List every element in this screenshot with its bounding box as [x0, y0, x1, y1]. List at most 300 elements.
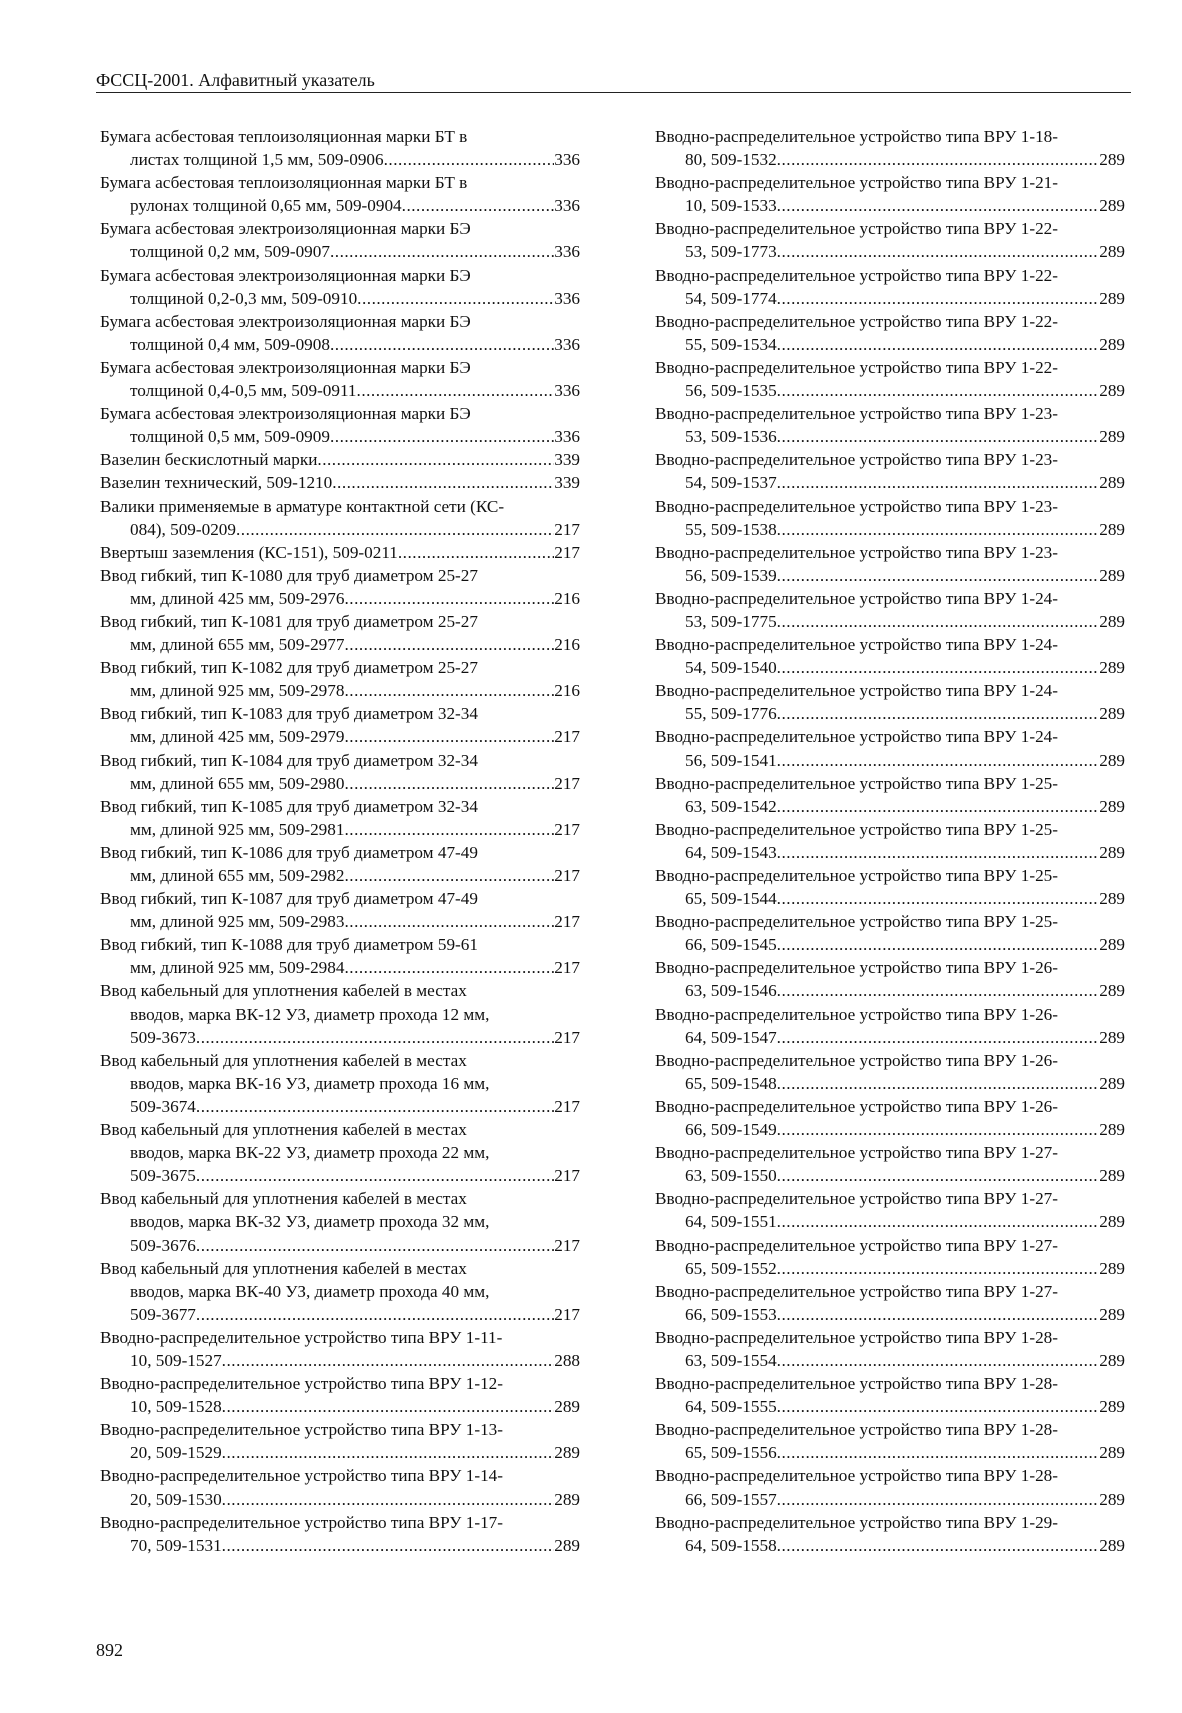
index-entry-text: 10, 509-1527	[130, 1350, 222, 1370]
index-entry-page: 339	[554, 473, 580, 493]
dot-leader	[222, 1349, 555, 1372]
index-entry	[100, 887, 580, 933]
index-entry-page: 289	[1099, 1304, 1125, 1324]
index-entry-text: Вводно-распределительное устройство типа ВРУ 1-26-	[655, 1004, 1058, 1024]
index-entry-page: 216	[554, 681, 580, 701]
index-entry-text: Вводно-распределительное устройство типа ВРУ 1-14-	[100, 1466, 503, 1486]
index-entry-text: Бумага асбестовая теплоизоляционная марки БТ в	[100, 127, 468, 146]
index-entry-text: Вводно-распределительное устройство типа ВРУ 1-18-	[655, 127, 1058, 146]
index-entry-page: 289	[1099, 1443, 1125, 1463]
dot-leader	[777, 749, 1100, 772]
index-entry-text: Ввод кабельный для уплотнения кабелей в местах	[100, 1120, 467, 1140]
index-entry-text: мм, длиной 425 мм, 509-2976	[130, 588, 345, 608]
index-entry-page: 217	[554, 912, 580, 932]
index-entry-text: 63, 509-1546	[685, 981, 777, 1001]
index-entry-last-line	[100, 633, 580, 656]
index-entry	[655, 1234, 1125, 1280]
index-entry-last-line	[655, 379, 1125, 402]
index-entry-page: 217	[554, 542, 580, 562]
index-entry-last-line	[100, 864, 580, 887]
index-entry-page: 289	[554, 1397, 580, 1417]
index-entry-text: Вводно-распределительное устройство типа ВРУ 1-28-	[655, 1420, 1058, 1440]
index-entry-page: 217	[554, 866, 580, 885]
index-entry-text: Ввод гибкий, тип К-1083 для труб диаметром 32-34	[100, 704, 478, 724]
index-entry	[100, 1118, 580, 1187]
dot-leader	[317, 448, 554, 471]
index-entry-text: 56, 509-1539	[685, 565, 777, 585]
index-entry-text: 66, 509-1557	[685, 1489, 777, 1509]
index-entry-text: Валики применяемые в арматуре контактной сети (КС-	[100, 496, 505, 516]
index-entry-text: 80, 509-1532	[685, 150, 777, 170]
index-entry-page: 289	[1099, 288, 1125, 308]
dot-leader	[344, 679, 554, 702]
index-entry-last-line	[655, 1534, 1125, 1557]
index-entry-text: 65, 509-1548	[685, 1073, 777, 1093]
index-entry-last-line	[655, 471, 1125, 494]
index-entry-last-line	[655, 518, 1125, 541]
index-entry	[100, 610, 580, 656]
index-entry-text: Вазелин бескислотный марки	[100, 450, 318, 470]
index-entry	[655, 495, 1125, 541]
index-entry-last-line	[655, 1026, 1125, 1049]
index-entry	[100, 495, 580, 541]
index-entry-text: 66, 509-1545	[685, 935, 777, 955]
index-entry-text: 509-3675	[130, 1166, 196, 1186]
index-entry-last-line	[655, 194, 1125, 217]
index-entry-page: 336	[554, 242, 580, 262]
index-entry	[100, 541, 580, 564]
index-entry-text: Вводно-распределительное устройство типа ВРУ 1-22-	[655, 311, 1058, 331]
index-entry-page: 289	[1099, 704, 1125, 724]
index-entry	[100, 264, 580, 310]
dot-leader	[196, 1026, 554, 1049]
index-entry-text: вводов, марка ВК-32 УЗ, диаметр прохода 32 мм,	[130, 1212, 490, 1232]
index-entry-text: Ввод гибкий, тип К-1084 для труб диаметром 32-34	[100, 750, 478, 770]
dot-leader	[777, 1395, 1100, 1418]
index-entry-last-line	[100, 587, 580, 610]
index-entry-last-line	[100, 1026, 580, 1049]
index-entry-last-line	[655, 1349, 1125, 1372]
index-entry-last-line	[655, 148, 1125, 171]
dot-leader	[344, 772, 554, 795]
index-entry-last-line	[100, 1234, 580, 1257]
index-entry-last-line	[655, 1118, 1125, 1141]
index-entry-page: 217	[554, 1304, 580, 1324]
index-entry-last-line	[655, 610, 1125, 633]
index-entry-text: листах толщиной 1,5 мм, 509-0906	[130, 150, 384, 170]
index-entry	[100, 656, 580, 702]
index-entry-text: Вводно-распределительное устройство типа ВРУ 1-12-	[100, 1374, 503, 1394]
index-entry-text: 66, 509-1549	[685, 1120, 777, 1140]
dot-leader	[330, 425, 554, 448]
dot-leader	[777, 1303, 1100, 1326]
index-entry	[100, 1372, 580, 1418]
index-entry-last-line	[100, 194, 580, 217]
index-entry-last-line	[655, 425, 1125, 448]
index-entry-text: 55, 509-1534	[685, 334, 777, 354]
index-entry	[655, 725, 1125, 771]
index-entry-text: 55, 509-1776	[685, 704, 777, 724]
index-entry-text: Ввод кабельный для уплотнения кабелей в местах	[100, 981, 467, 1001]
index-entry-text: мм, длиной 925 мм, 509-2981	[130, 819, 345, 839]
dot-leader	[777, 1164, 1100, 1187]
index-entry-text: Ввод гибкий, тип К-1085 для труб диаметром 32-34	[100, 796, 478, 816]
dot-leader	[777, 1257, 1100, 1280]
index-entry-text: вводов, марка ВК-22 УЗ, диаметр прохода 22 мм,	[130, 1143, 490, 1163]
index-entry-last-line	[100, 1488, 580, 1511]
index-entry-text: 65, 509-1556	[685, 1443, 777, 1463]
index-entry-last-line	[100, 1303, 580, 1326]
index-entry-text: Ввод кабельный для уплотнения кабелей в местах	[100, 1258, 467, 1278]
index-entry	[655, 1095, 1125, 1141]
index-entry-text: 20, 509-1529	[130, 1443, 222, 1463]
dot-leader	[777, 656, 1100, 679]
index-entry	[100, 125, 580, 171]
index-entry-last-line	[655, 795, 1125, 818]
dot-leader	[777, 1441, 1100, 1464]
index-entry-text: Бумага асбестовая теплоизоляционная марки БТ в	[100, 173, 468, 193]
index-entry-text: вводов, марка ВК-12 УЗ, диаметр прохода 12 мм,	[130, 1004, 490, 1024]
index-entry-text: Бумага асбестовая электроизоляционная марки БЭ	[100, 311, 471, 331]
index-entry-text: 65, 509-1544	[685, 889, 777, 909]
index-entry-text: Вводно-распределительное устройство типа ВРУ 1-21-	[655, 173, 1058, 193]
index-entry-last-line	[100, 910, 580, 933]
index-entry-text: толщиной 0,2-0,3 мм, 509-0910	[130, 288, 358, 308]
index-entry	[100, 795, 580, 841]
index-entry-text: мм, длиной 925 мм, 509-2978	[130, 681, 345, 701]
index-entry-page: 289	[554, 1535, 580, 1555]
index-entry-last-line	[655, 1257, 1125, 1280]
index-entry-page: 289	[1099, 842, 1125, 862]
dot-leader	[196, 1303, 554, 1326]
index-entry-page: 289	[1099, 1212, 1125, 1232]
index-entry-text: Вводно-распределительное устройство типа ВРУ 1-23-	[655, 450, 1058, 470]
index-entry-text: толщиной 0,2 мм, 509-0907	[130, 242, 330, 262]
index-entry-last-line	[655, 564, 1125, 587]
index-entry-page: 336	[554, 334, 580, 354]
dot-leader	[330, 240, 554, 263]
index-entry-last-line	[655, 749, 1125, 772]
index-entry	[100, 979, 580, 1048]
dot-leader	[402, 194, 555, 217]
index-entry-text: толщиной 0,5 мм, 509-0909	[130, 427, 330, 447]
dot-leader	[196, 1164, 554, 1187]
dot-leader	[196, 1234, 554, 1257]
index-entry	[655, 772, 1125, 818]
index-entry-text: Вводно-распределительное устройство типа ВРУ 1-29-	[655, 1512, 1058, 1532]
dot-leader	[777, 379, 1100, 402]
index-entry-text: Вводно-распределительное устройство типа ВРУ 1-23-	[655, 496, 1058, 516]
index-entry-page: 289	[1099, 611, 1125, 631]
index-entry-page: 289	[1099, 1535, 1125, 1555]
dot-leader	[777, 1210, 1100, 1233]
index-entry-text: вводов, марка ВК-16 УЗ, диаметр прохода 16 мм,	[130, 1073, 490, 1093]
dot-leader	[357, 287, 554, 310]
index-entry-text: 509-3674	[130, 1096, 196, 1116]
index-entry-page: 336	[554, 381, 580, 401]
index-entry-last-line	[655, 702, 1125, 725]
index-entry-page: 217	[554, 819, 580, 839]
index-entry	[655, 264, 1125, 310]
index-entry-last-line	[100, 1164, 580, 1187]
index-entry-page: 336	[554, 150, 580, 170]
dot-leader	[777, 610, 1100, 633]
index-entry-text: 64, 509-1551	[685, 1212, 777, 1232]
index-entry-text: 64, 509-1558	[685, 1535, 777, 1555]
index-entry	[655, 217, 1125, 263]
index-entry-text: 53, 509-1536	[685, 427, 777, 447]
index-entry	[655, 1003, 1125, 1049]
index-entry-page: 217	[554, 958, 580, 978]
index-entry-text: Вводно-распределительное устройство типа ВРУ 1-25-	[655, 819, 1058, 839]
index-entry	[100, 1187, 580, 1256]
index-entry	[100, 841, 580, 887]
index-entry	[655, 956, 1125, 1002]
index-entry-text: Вводно-распределительное устройство типа ВРУ 1-27-	[655, 1189, 1058, 1209]
index-entry-text: Вводно-распределительное устройство типа ВРУ 1-22-	[655, 265, 1058, 285]
index-entry	[655, 1372, 1125, 1418]
dot-leader	[777, 287, 1100, 310]
index-entry-text: толщиной 0,4 мм, 509-0908	[130, 334, 330, 354]
index-entry-page: 289	[1099, 242, 1125, 262]
index-entry-page: 336	[554, 427, 580, 447]
index-entry-text: 65, 509-1552	[685, 1258, 777, 1278]
index-entry	[100, 1511, 580, 1557]
index-entry-page: 216	[554, 635, 580, 655]
index-entry-text: 54, 509-1537	[685, 473, 777, 493]
index-entry-text: Ввод гибкий, тип К-1086 для труб диаметром 47-49	[100, 842, 478, 862]
index-entry-text: мм, длиной 925 мм, 509-2983	[130, 912, 345, 932]
index-entry-last-line	[655, 287, 1125, 310]
index-entry-text: 53, 509-1773	[685, 242, 777, 262]
index-entry-page: 289	[1099, 565, 1125, 585]
dot-leader	[344, 633, 554, 656]
index-entry-last-line	[100, 148, 580, 171]
index-entry	[100, 1326, 580, 1372]
index-entry-last-line	[655, 979, 1125, 1002]
dot-leader	[222, 1488, 555, 1511]
index-entry	[655, 818, 1125, 864]
dot-leader	[384, 148, 555, 171]
index-entry-text: 509-3676	[130, 1235, 196, 1255]
index-entry-text: 64, 509-1543	[685, 842, 777, 862]
index-entry-page: 289	[1099, 796, 1125, 816]
dot-leader	[777, 979, 1100, 1002]
index-entry-text: Вводно-распределительное устройство типа ВРУ 1-25-	[655, 912, 1058, 932]
dot-leader	[332, 471, 554, 494]
index-entry	[100, 702, 580, 748]
index-entry-text: мм, длиной 655 мм, 509-2982	[130, 866, 345, 885]
index-entry-text: Вводно-распределительное устройство типа ВРУ 1-26-	[655, 1096, 1058, 1116]
index-entry	[100, 402, 580, 448]
dot-leader	[344, 956, 554, 979]
index-entry	[655, 448, 1125, 494]
dot-leader	[196, 1095, 554, 1118]
index-entry	[655, 171, 1125, 217]
index-entry-text: Ввод кабельный для уплотнения кабелей в местах	[100, 1050, 467, 1070]
index-entry	[655, 1511, 1125, 1557]
index-entry-text: Вводно-распределительное устройство типа ВРУ 1-27-	[655, 1143, 1058, 1163]
index-entry-text: 64, 509-1547	[685, 1027, 777, 1047]
index-entry	[655, 356, 1125, 402]
index-entry-last-line	[100, 541, 580, 564]
index-entry-last-line	[655, 1488, 1125, 1511]
index-entry-text: Вводно-распределительное устройство типа ВРУ 1-22-	[655, 219, 1058, 239]
index-entry-text: 56, 509-1535	[685, 381, 777, 401]
index-entry-text: Вводно-распределительное устройство типа ВРУ 1-13-	[100, 1420, 503, 1440]
dot-leader	[777, 702, 1100, 725]
dot-leader	[222, 1395, 555, 1418]
index-entry-page: 289	[554, 1443, 580, 1463]
dot-leader	[344, 910, 554, 933]
index-entry-page: 289	[1099, 1120, 1125, 1140]
index-entry	[655, 125, 1125, 171]
index-entry	[655, 1326, 1125, 1372]
index-entry-page: 217	[554, 519, 580, 539]
index-entry-text: вводов, марка ВК-40 УЗ, диаметр прохода 40 мм,	[130, 1281, 490, 1301]
dot-leader	[344, 725, 554, 748]
index-entry-text: Вазелин технический, 509-1210	[100, 473, 333, 493]
index-entry-text: 509-3673	[130, 1027, 196, 1047]
index-entry-last-line	[655, 841, 1125, 864]
dot-leader	[344, 818, 554, 841]
index-entry	[655, 910, 1125, 956]
index-entry-last-line	[655, 1164, 1125, 1187]
index-entry-text: Вводно-распределительное устройство типа ВРУ 1-24-	[655, 588, 1058, 608]
dot-leader	[777, 1349, 1100, 1372]
index-entry-last-line	[655, 1072, 1125, 1095]
index-entry	[100, 1049, 580, 1118]
index-entry-page: 289	[1099, 150, 1125, 170]
dot-leader	[330, 333, 554, 356]
dot-leader	[777, 887, 1100, 910]
index-entry-last-line	[655, 1395, 1125, 1418]
index-entry-text: Бумага асбестовая электроизоляционная марки БЭ	[100, 404, 471, 424]
index-entry-text: Вводно-распределительное устройство типа ВРУ 1-27-	[655, 1281, 1058, 1301]
index-entry	[100, 310, 580, 356]
index-entry-text: Вводно-распределительное устройство типа ВРУ 1-25-	[655, 773, 1058, 793]
index-entry-text: Вводно-распределительное устройство типа ВРУ 1-23-	[655, 542, 1058, 562]
index-entry-page: 289	[1099, 935, 1125, 955]
index-entry-page: 289	[1099, 981, 1125, 1001]
index-entry-text: Ввод гибкий, тип К-1088 для труб диаметром 59-61	[100, 935, 478, 955]
index-entry-last-line	[100, 287, 580, 310]
index-column-right	[655, 125, 1125, 1557]
index-entry-text: Бумага асбестовая электроизоляционная марки БЭ	[100, 265, 471, 285]
index-entry-page: 217	[554, 773, 580, 793]
index-entry-page: 339	[554, 450, 580, 470]
index-entry-text: 20, 509-1530	[130, 1489, 222, 1509]
index-entry-page: 217	[554, 1235, 580, 1255]
index-entry-page: 289	[554, 1489, 580, 1509]
index-entry-page: 336	[554, 196, 580, 216]
index-entry-page: 289	[1099, 427, 1125, 447]
index-entry-text: Вводно-распределительное устройство типа ВРУ 1-27-	[655, 1235, 1058, 1255]
dot-leader	[344, 864, 554, 887]
index-entry-text: Вводно-распределительное устройство типа ВРУ 1-24-	[655, 727, 1058, 747]
index-entry-text: Вводно-распределительное устройство типа ВРУ 1-28-	[655, 1374, 1058, 1394]
index-entry-text: 10, 509-1533	[685, 196, 777, 216]
index-entry-page: 289	[1099, 334, 1125, 354]
index-entry-last-line	[100, 679, 580, 702]
index-entry-text: 56, 509-1541	[685, 750, 777, 770]
index-entry-text: 70, 509-1531	[130, 1535, 222, 1555]
index-entry-last-line	[100, 471, 580, 494]
index-entry-page: 289	[1099, 889, 1125, 909]
index-entry-text: рулонах толщиной 0,65 мм, 509-0904	[130, 196, 402, 216]
index-entry-text: 10, 509-1528	[130, 1397, 222, 1417]
dot-leader	[777, 1534, 1100, 1557]
index-entry-text: 63, 509-1550	[685, 1166, 777, 1186]
index-entry-last-line	[100, 425, 580, 448]
index-entry-text: Ввод гибкий, тип К-1087 для труб диаметром 47-49	[100, 889, 478, 909]
index-entry-page: 289	[1099, 1073, 1125, 1093]
index-entry-page: 289	[1099, 381, 1125, 401]
index-entry-last-line	[100, 333, 580, 356]
index-entry-text: Вводно-распределительное устройство типа ВРУ 1-24-	[655, 681, 1058, 701]
index-entry-last-line	[655, 1303, 1125, 1326]
index-entry-text: мм, длиной 655 мм, 509-2980	[130, 773, 345, 793]
dot-leader	[357, 379, 555, 402]
index-entry	[100, 217, 580, 263]
index-entry-page: 289	[1099, 1397, 1125, 1417]
index-entry-text: Ввод гибкий, тип К-1082 для труб диаметром 25-27	[100, 658, 478, 678]
index-entry	[100, 749, 580, 795]
dot-leader	[236, 518, 554, 541]
index-entry-text: Ввертыш заземления (КС-151), 509-0211	[100, 542, 398, 562]
index-entry-page: 289	[1099, 1489, 1125, 1509]
index-entry-text: мм, длиной 425 мм, 509-2979	[130, 727, 345, 747]
index-entry-last-line	[655, 887, 1125, 910]
index-entry-last-line	[655, 1441, 1125, 1464]
index-entry-page: 217	[554, 727, 580, 747]
index-entry	[655, 1418, 1125, 1464]
index-entry-text: Вводно-распределительное устройство типа ВРУ 1-26-	[655, 958, 1058, 978]
dot-leader	[222, 1534, 555, 1557]
index-entry	[100, 448, 580, 471]
index-entry-page: 217	[554, 1096, 580, 1116]
index-entry-text: Ввод кабельный для уплотнения кабелей в местах	[100, 1189, 467, 1209]
index-entry-text: Вводно-распределительное устройство типа ВРУ 1-11-	[100, 1327, 503, 1347]
page-header: ФССЦ-2001. Алфавитный указатель	[96, 70, 1131, 93]
index-entry-text: 54, 509-1540	[685, 658, 777, 678]
index-entry-last-line	[100, 448, 580, 471]
index-entry-text: Вводно-распределительное устройство типа ВРУ 1-26-	[655, 1050, 1058, 1070]
index-entry	[100, 1464, 580, 1510]
index-entry-page: 336	[554, 288, 580, 308]
index-entry	[655, 633, 1125, 679]
index-entry	[655, 1280, 1125, 1326]
index-entry-text: 64, 509-1555	[685, 1397, 777, 1417]
index-entry-text: 084), 509-0209	[130, 519, 236, 539]
index-entry-last-line	[655, 656, 1125, 679]
index-entry-text: Бумага асбестовая электроизоляционная марки БЭ	[100, 357, 471, 377]
index-entry-last-line	[100, 1349, 580, 1372]
dot-leader	[777, 1488, 1100, 1511]
dot-leader	[777, 1118, 1100, 1141]
dot-leader	[777, 564, 1100, 587]
index-entry-text: Вводно-распределительное устройство типа ВРУ 1-17-	[100, 1512, 503, 1532]
index-entry-text: Ввод гибкий, тип К-1081 для труб диаметром 25-27	[100, 611, 478, 631]
dot-leader	[777, 240, 1100, 263]
index-entry	[655, 1464, 1125, 1510]
index-entry-page: 289	[1099, 196, 1125, 216]
index-entry-last-line	[100, 1534, 580, 1557]
dot-leader	[777, 933, 1100, 956]
index-entry	[655, 864, 1125, 910]
index-entry	[655, 541, 1125, 587]
index-entry	[100, 356, 580, 402]
